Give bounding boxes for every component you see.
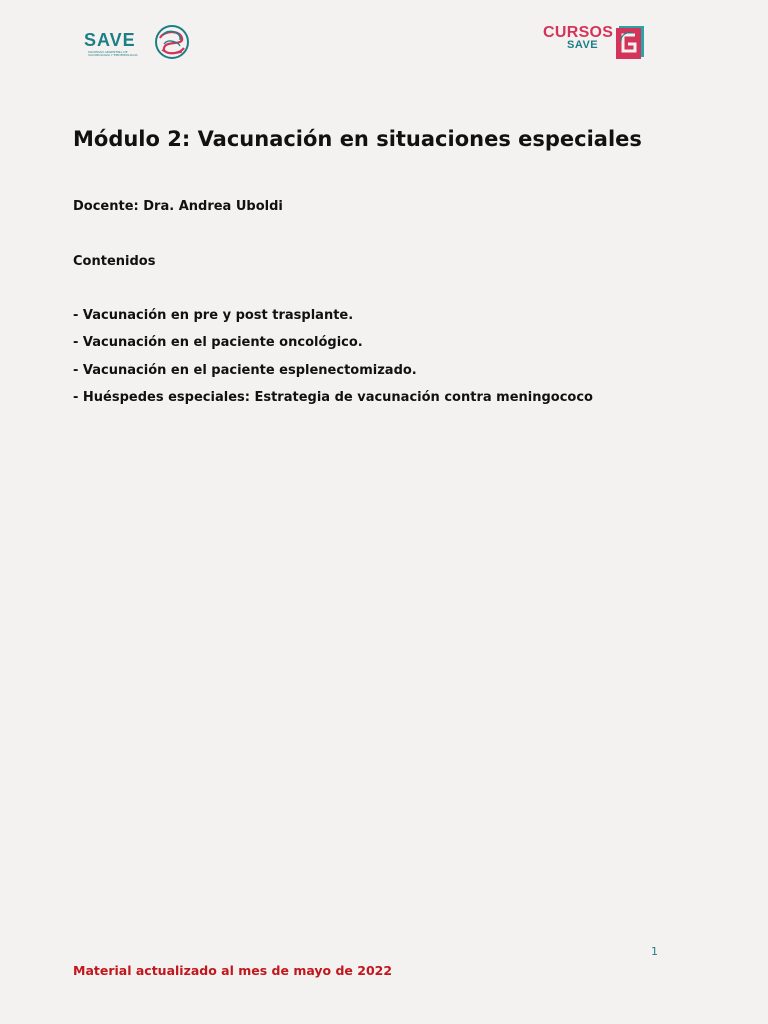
contents-list bbox=[73, 308, 593, 418]
cursos-book-icon bbox=[615, 25, 645, 59]
page-number: 1 bbox=[651, 945, 658, 958]
save-logo bbox=[84, 22, 194, 60]
page-title: Módulo 2: Vacunación en situaciones especiales bbox=[73, 127, 642, 151]
save-logo-fine-print: SOCIEDAD ARGENTINA DE VACUNOLOGÍA Y EPIDEMIOLOGÍA bbox=[88, 50, 138, 57]
list-item: - Vacunación en el paciente esplenectomizado. bbox=[73, 362, 417, 378]
list-item: - Vacunación en pre y post trasplante. bbox=[73, 308, 354, 323]
save-logo-word: SAVE bbox=[84, 30, 136, 50]
cursos-logo-line1: CURSOS bbox=[543, 24, 614, 41]
list-item: - Vacunación en el paciente oncológico. bbox=[73, 335, 363, 351]
footer-note: Material actualizado al mes de mayo de 2022 bbox=[73, 963, 393, 978]
cursos-save-logo bbox=[543, 24, 647, 60]
contenidos-heading: Contenidos bbox=[73, 254, 156, 269]
list-item: - Huéspedes especiales: Estrategia de vacunación contra meningococo bbox=[73, 390, 593, 406]
save-swirl-icon bbox=[154, 24, 190, 60]
cursos-logo-line2: SAVE bbox=[567, 39, 599, 51]
docente-label: Docente: Dra. Andrea Uboldi bbox=[73, 199, 283, 214]
